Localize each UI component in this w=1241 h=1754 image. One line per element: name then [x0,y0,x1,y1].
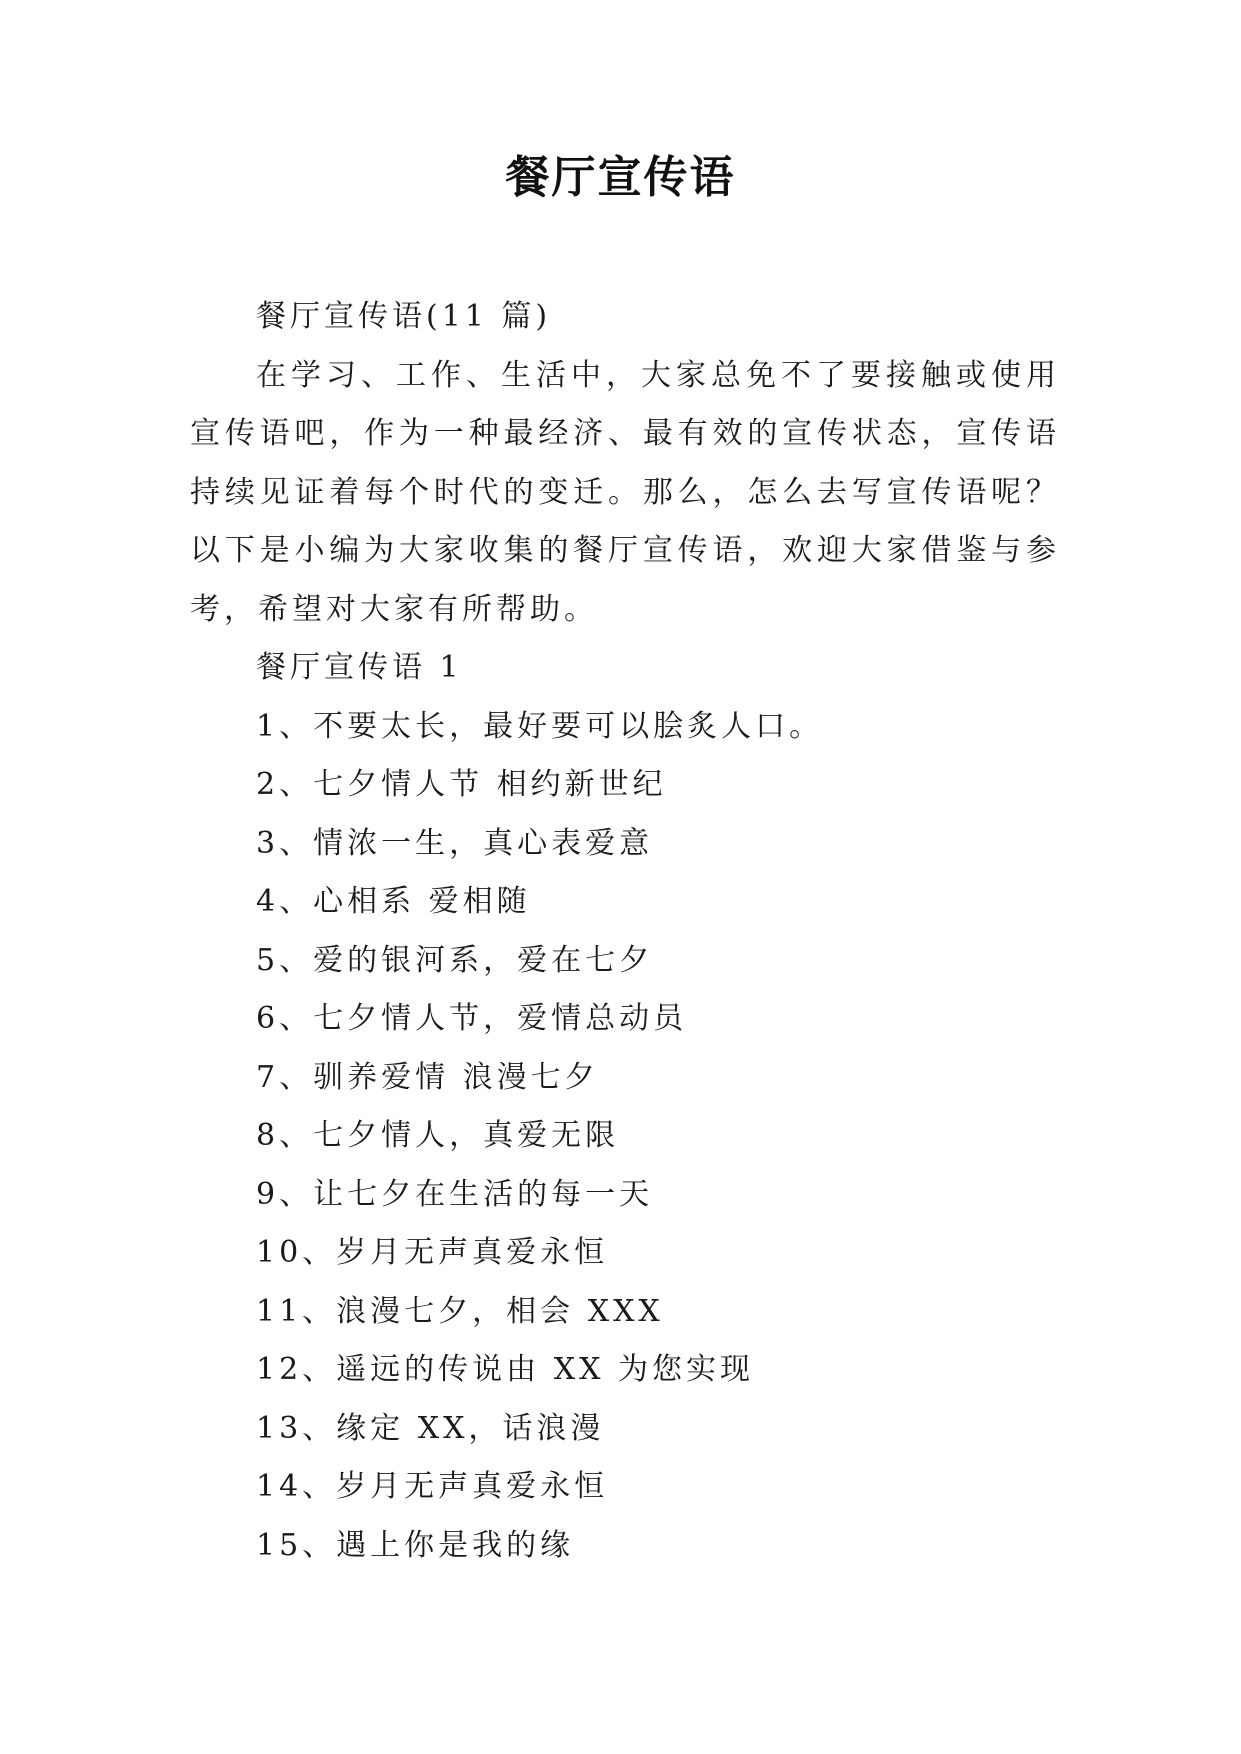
document-title: 餐厅宣传语 [505,152,736,203]
subtitle-line: 餐厅宣传语(11 篇) [256,299,552,334]
list-item: 2、七夕情人节 相约新世纪 [256,767,667,802]
list-item: 5、爱的银河系，爱在七夕 [256,942,654,978]
list-item: 8、七夕情人，真爱无限 [256,1118,620,1153]
list-item: 6、七夕情人节，爱情总动员 [256,1001,688,1036]
list-item: 13、缘定 XX，话浪漫 [256,1410,605,1446]
list-item: 14、岁月无声真爱永恒 [256,1469,609,1504]
list-item: 1、不要太长，最好要可以脍炙人口。 [256,708,824,744]
list-item: 4、心相系 爱相随 [256,884,531,919]
list-item: 12、遥远的传说由 XX 为您实现 [256,1352,754,1387]
document-body [190,288,1060,1575]
section-heading: 餐厅宣传语 1 [256,650,463,685]
list-item: 11、浪漫七夕，相会 XXX [256,1293,664,1329]
list-item: 9、让七夕在生活的每一天 [256,1176,654,1212]
intro-paragraph: 在学习、工作、生活中，大家总免不了要接触或使用宣传语吧，作为一种最经济、最有效的宣传状态，宣传语持续见证着每个时代的变迁。那么，怎么去写宣传语呢？以下是小编为大家收集的餐厅宣传语，欢迎大家借鉴与参考，希望对大家有所帮助。 [190,357,1060,627]
list-item: 15、遇上你是我的缘 [256,1527,575,1563]
list-item: 10、岁月无声真爱永恒 [256,1235,609,1270]
list-item: 7、驯养爱情 浪漫七夕 [256,1059,599,1095]
list-item: 3、情浓一生，真心表爱意 [256,825,654,861]
